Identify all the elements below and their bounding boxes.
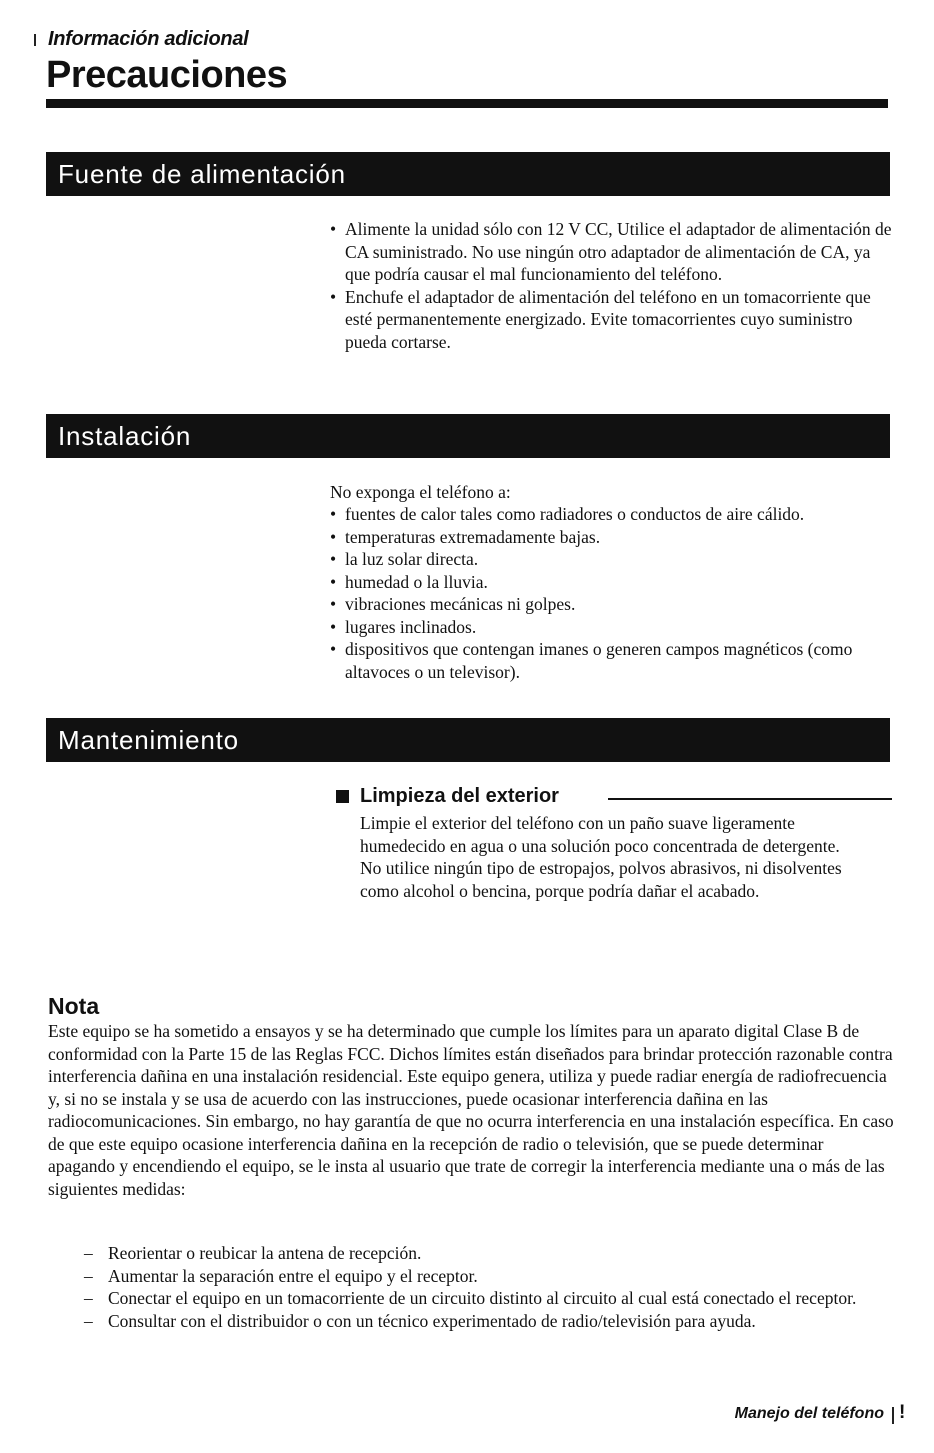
nota-title: Nota	[48, 993, 100, 1019]
margin-tick	[34, 34, 36, 46]
installation-section-banner	[46, 414, 890, 458]
maintenance-section-heading: Mantenimiento	[58, 725, 239, 755]
footer-mark: !	[899, 1402, 906, 1423]
nota-measures-list	[84, 1242, 892, 1332]
list-item: • Enchufe el adaptador de alimentación del teléfono en un tomacorriente que esté permanentemente energizado. Evite tomacorrientes cuyo suministro pueda cortarse.	[330, 286, 892, 354]
page-title: Precauciones	[46, 54, 288, 96]
cleaning-paragraph: No utilice ningún tipo de estropajos, polvos abrasivos, ni disolventes como alcohol o bencina, porque podría dañar el acabado.	[360, 858, 842, 901]
cleaning-paragraph: Limpie el exterior del teléfono con un paño suave ligeramente humedecido en agua o una solución poco concentrada de detergente.	[360, 813, 840, 856]
cleaning-text	[360, 812, 880, 902]
list-item: • temperaturas extremadamente bajas.	[330, 526, 892, 549]
list-item: • lugares inclinados.	[330, 616, 892, 639]
installation-section-heading: Instalación	[58, 421, 192, 451]
list-item: – Conectar el equipo en un tomacorriente de un circuito distinto al circuito al cual está conectado el receptor.	[84, 1287, 892, 1310]
title-rule	[46, 99, 888, 108]
power-section-banner	[46, 152, 890, 196]
cleaning-subheading	[336, 786, 892, 810]
list-item: • la luz solar directa.	[330, 548, 892, 571]
cleaning-subheading-label: Limpieza del exterior	[360, 785, 559, 807]
list-item: • humedad o la lluvia.	[330, 571, 892, 594]
nota-paragraph: Este equipo se ha sometido a ensayos y se ha determinado que cumple los límites para un aparato digital Clase B de conformidad con la Parte 15 de las Reglas FCC. Dichos límites están diseñados para brindar protección razonable contra interferencia dañina en una instalación residencial. Este equipo genera, utiliza y puede radiar energía de radiofrecuencia y, si no se instala y se usa de acuerdo con las instrucciones, puede ocasionar interferencia dañina en las radiocomunicaciones. Sin embargo, no hay garantía de que no ocurra interferencia en una instalación específica. En caso de que este equipo ocasione interferencia dañina en la recepción de radio o televisión, que se puede determinar apagando y encendiendo el equipo, se le insta al usuario que trate de corregir la interferencia mediante una o más de las siguientes medidas:	[48, 1021, 894, 1199]
footer-bar	[892, 1407, 894, 1424]
subheading-rule	[608, 798, 892, 800]
list-item: – Consultar con el distribuidor o con un técnico experimentado de radio/televisión para ayuda.	[84, 1310, 892, 1333]
list-item: – Aumentar la separación entre el equipo y el receptor.	[84, 1265, 892, 1288]
maintenance-section-banner	[46, 718, 890, 762]
list-item: • fuentes de calor tales como radiadores o conductos de aire cálido.	[330, 503, 892, 526]
square-bullet-icon	[336, 790, 349, 803]
footer-label: Manejo del teléfono	[734, 1405, 884, 1422]
list-item: • dispositivos que contengan imanes o generen campos magnéticos (como altavoces o un televisor).	[330, 638, 892, 683]
power-bullet-list	[330, 218, 892, 353]
list-item: – Reorientar o reubicar la antena de recepción.	[84, 1242, 892, 1265]
installation-bullet-list	[330, 503, 892, 683]
installation-intro: No exponga el teléfono a:	[330, 482, 511, 502]
section-label: Información adicional	[48, 28, 249, 50]
list-item: • Alimente la unidad sólo con 12 V CC, Utilice el adaptador de alimentación de CA suministrado. No use ningún otro adaptador de alimentación de CA, ya que podría causar el mal funcionamiento del teléfono.	[330, 218, 892, 286]
list-item: • vibraciones mecánicas ni golpes.	[330, 593, 892, 616]
power-section-heading: Fuente de alimentación	[58, 159, 346, 189]
